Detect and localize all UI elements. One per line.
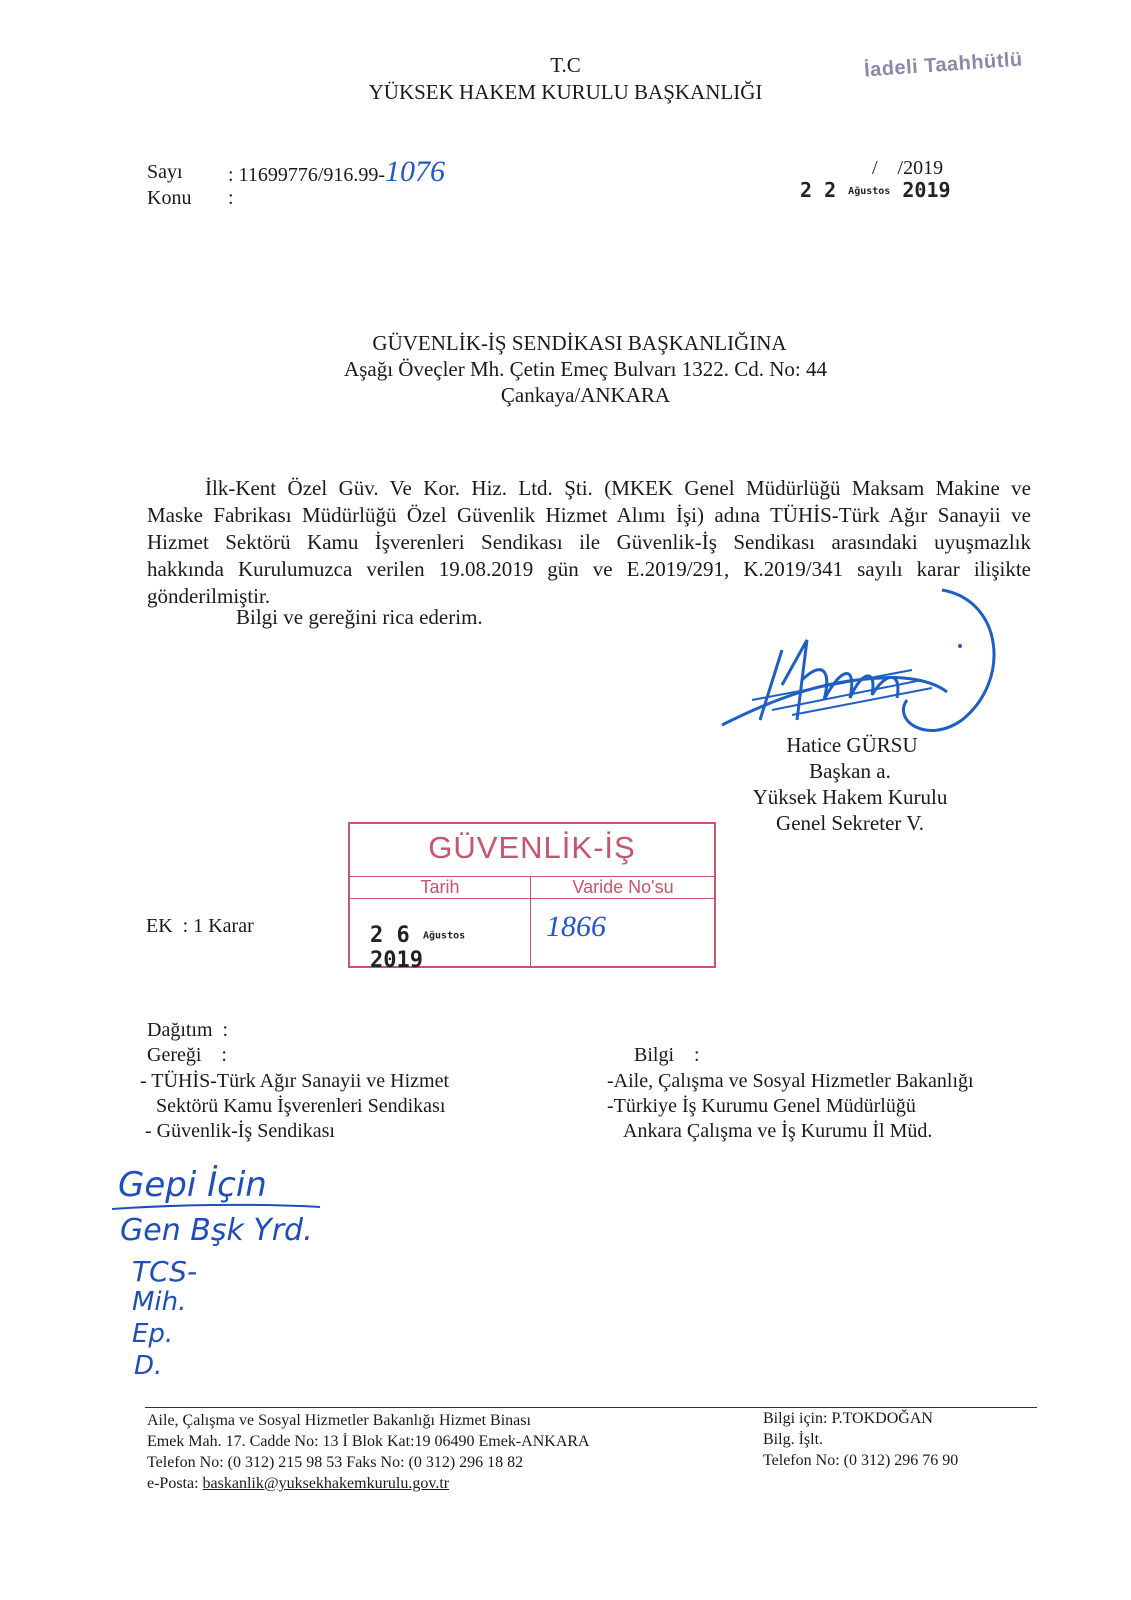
date-stamp-month: Ağustos [848, 186, 891, 197]
header-tc: T.C [550, 53, 581, 77]
received-stamp-number: 1866 [546, 910, 606, 943]
geregi-item: Sektörü Kamu İşverenleri Sendikası [156, 1095, 446, 1117]
body-line: hakkında Kurulumuzca verilen 19.08.2019 gün ve E.2019/291, K.2019/341 sayılı karar ilişikte [147, 557, 1031, 581]
footer-email-link[interactable]: baskanlik@yuksekhakemkurulu.gov.tr [202, 1475, 450, 1492]
footer-email-label: e-Posta: [147, 1475, 203, 1492]
received-date-year: 2019 [370, 948, 423, 973]
footer-line: Telefon No: (0 312) 215 98 53 Faks No: (0 312) 296 18 82 [147, 1454, 524, 1471]
handwritten-line: Mih. [132, 1287, 187, 1317]
handwritten-line: TCS- [132, 1255, 198, 1288]
bilgi-label: Bilgi : [634, 1044, 700, 1066]
received-date-month: Ağustos [423, 930, 466, 942]
bilgi-item: Ankara Çalışma ve İş Kurumu İl Müd. [623, 1120, 933, 1142]
received-stamp-number-header: Varide No'su [572, 877, 674, 897]
body-line: gönderilmiştir. [147, 584, 271, 608]
bilgi-item: -Aile, Çalışma ve Sosyal Hizmetler Bakanlığı [607, 1070, 974, 1092]
handwritten-underline [110, 1201, 330, 1213]
footer-contact [763, 1408, 958, 1471]
date-stamp-day: 2 2 [800, 178, 837, 202]
geregi-item: - TÜHİS-Türk Ağır Sanayii ve Hizmet [140, 1070, 450, 1092]
handwritten-line: Ep. [132, 1319, 174, 1349]
footer-line: Emek Mah. 17. Cadde No: 13 İ Blok Kat:19 06490 Emek-ANKARA [147, 1433, 590, 1450]
sayi-number: : 11699776/916.99- [228, 164, 386, 186]
footer-line: Aile, Çalışma ve Sosyal Hizmetler Bakanlığı Hizmet Binası [147, 1412, 531, 1429]
received-stamp-title: GÜVENLİK-İŞ [428, 830, 636, 865]
received-stamp [348, 822, 716, 973]
sayi-label: Sayı [147, 161, 183, 183]
header-institution: YÜKSEK HAKEM KURULU BAŞKANLIĞI [368, 80, 763, 104]
handwritten-line: D. [134, 1351, 163, 1381]
received-date-day: 2 6 [370, 923, 410, 948]
handwritten-note [110, 1165, 370, 1385]
received-stamp-date [370, 923, 520, 973]
handwritten-line: Gen Bşk Yrd. [120, 1213, 313, 1248]
geregi-label: Gereği : [147, 1044, 227, 1066]
iadeli-taahhutlu-stamp: İadeli Taahhütlü [863, 48, 1024, 82]
signature-scribble [712, 580, 1022, 740]
signatory-title-1: Başkan a. [809, 759, 891, 783]
handwritten-line: Gepi İçin [118, 1165, 267, 1205]
signatory-title-2: Yüksek Hakem Kurulu [752, 785, 948, 809]
recipient-name: GÜVENLİK-İŞ SENDİKASI BAŞKANLIĞINA [372, 331, 787, 355]
body-line: Hizmet Sektörü Kamu İşverenleri Sendikası ile Güvenlik-İş Sendikası arasındaki uyuşmazlık [147, 530, 1031, 554]
recipient-city: Çankaya/ANKARA [500, 383, 671, 407]
konu-label: Konu [147, 187, 192, 209]
signatory-title-3: Genel Sekreter V. [776, 811, 924, 835]
sayi-handwritten-number: 1076 [385, 155, 446, 188]
attachment: EK : 1 Karar [146, 915, 254, 937]
konu-value: : [228, 187, 234, 209]
closing-text: Bilgi ve gereğini rica ederim. [236, 605, 483, 629]
signature-block [750, 732, 950, 836]
footer-contact-line: Bilgi için: P.TOKDOĞAN [763, 1410, 933, 1427]
footer-contact-line: Bilg. İşlt. [763, 1431, 824, 1448]
recipient-address: Aşağı Öveçler Mh. Çetin Emeç Bulvarı 1322. Cd. No: 44 [344, 357, 827, 381]
footer-address [147, 1410, 590, 1494]
footer-email-line [147, 1473, 590, 1494]
received-stamp-date-header: Tarih [420, 877, 460, 897]
body-line: Maske Fabrikası Müdürlüğü Özel Güvenlik Hizmet Alımı İşi) adına TÜHİS-Türk Ağır Sanayii ve [147, 503, 1031, 527]
distribution-heading: Dağıtım : [147, 1019, 229, 1041]
bilgi-item: -Türkiye İş Kurumu Genel Müdürlüğü [607, 1095, 916, 1117]
sayi-value [228, 155, 446, 188]
date-stamp-year: 2019 [902, 178, 951, 202]
body-line: İlk-Kent Özel Güv. Ve Kor. Hiz. Ltd. Şti. (MKEK Genel Müdürlüğü Maksam Makine ve [205, 476, 1031, 500]
date-template: / /2019 [872, 157, 944, 179]
footer-contact-line: Telefon No: (0 312) 296 76 90 [763, 1452, 959, 1469]
date-stamp [800, 178, 951, 202]
geregi-item: - Güvenlik-İş Sendikası [145, 1120, 335, 1142]
signatory-name: Hatice GÜRSU [786, 733, 918, 757]
